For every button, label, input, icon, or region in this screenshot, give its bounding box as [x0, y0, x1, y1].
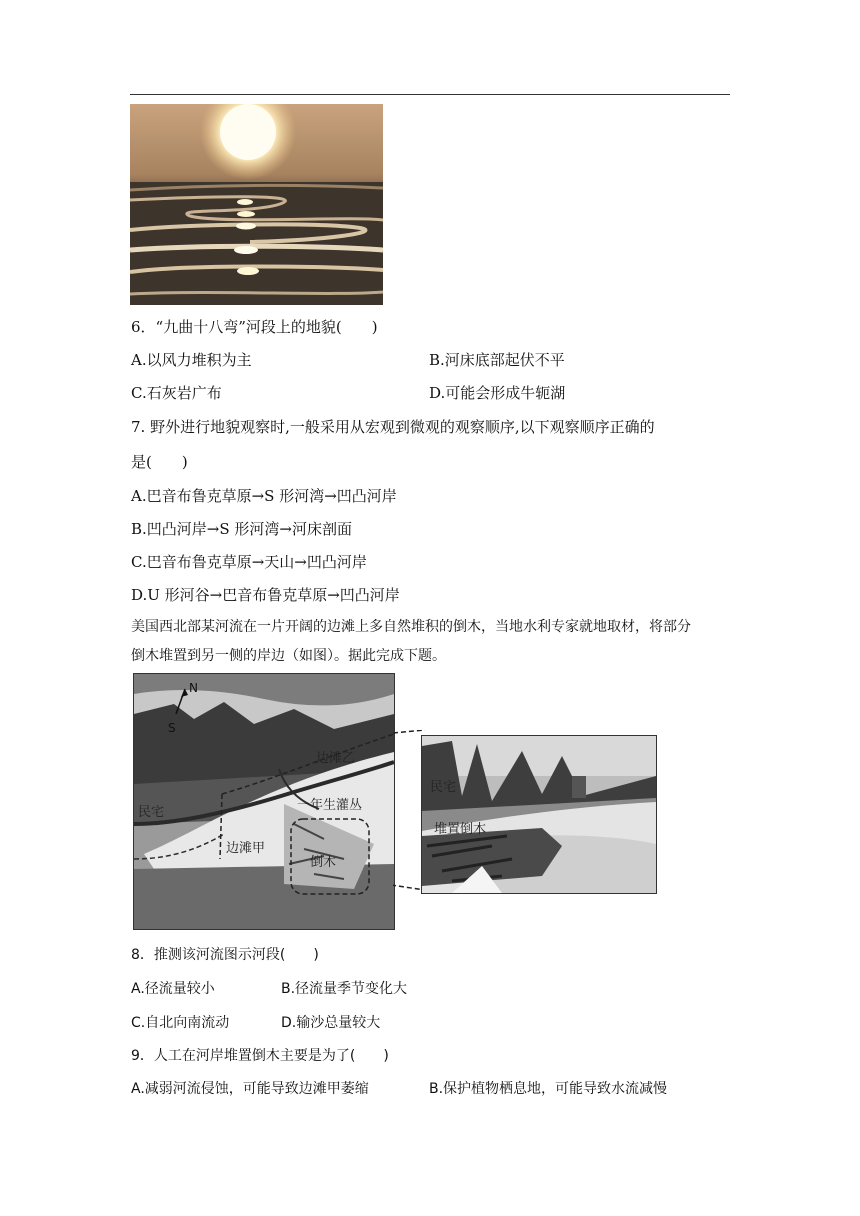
- q6-option-a: A.以风力堆积为主: [131, 351, 252, 369]
- q6-option-d: D.可能会形成牛轭湖: [429, 384, 566, 402]
- q6-option-c: C.石灰岩广布: [131, 384, 222, 402]
- passage-line2: 倒木堆置到另一侧的岸边（如图）。据此完成下题。: [131, 648, 446, 664]
- q8-option-a: A.径流量较小: [131, 981, 215, 997]
- inset-label-stacked-wood: 堆置倒木: [434, 822, 487, 837]
- figure-label-bianta-yi: 边滩乙: [316, 751, 356, 766]
- q6-option-b: B.河床底部起伏不平: [429, 351, 565, 369]
- q8-option-b: B.径流量季节变化大: [281, 981, 408, 997]
- q7-stem-line2: 是( ): [131, 453, 188, 471]
- q8-stem: 8．推测该河流图示河段( ): [131, 947, 319, 963]
- river-bank-photo: [133, 673, 395, 930]
- q6-stem: 6．“九曲十八弯”河段上的地貌( ): [131, 318, 378, 336]
- q9-stem: 9．人工在河岸堆置倒木主要是为了( ): [131, 1048, 389, 1064]
- q7-option-d: D.U 形河谷→巴音布鲁克草原→凹凸河岸: [131, 586, 400, 604]
- figure-south-label: S: [168, 721, 176, 735]
- stacked-wood-photo: [421, 735, 657, 894]
- q7-option-c: C.巴音布鲁克草原→天山→凹凸河岸: [131, 553, 367, 571]
- figure-label-house-left: 民宅: [138, 805, 165, 820]
- q8-option-d: D.输沙总量较大: [281, 1015, 381, 1031]
- figure-label-shrubs: 一年生灌丛: [297, 798, 363, 813]
- q9-option-b: B.保护植物栖息地，可能导致水流减慢: [429, 1081, 668, 1097]
- passage-line1: 美国西北部某河流在一片开阔的边滩上多自然堆积的倒木，当地水利专家就地取材，将部分: [131, 619, 691, 635]
- figure-label-fallen-wood: 倒木: [310, 855, 337, 870]
- q7-stem-line1: 7. 野外进行地貌观察时,一般采用从宏观到微观的观察顺序,以下观察顺序正确的: [131, 418, 655, 436]
- q7-option-b: B.凹凸河岸→S 形河湾→河床剖面: [131, 520, 352, 538]
- meander-sunset-photo: [130, 104, 383, 305]
- figure-north-label: N: [189, 681, 198, 695]
- q9-option-a: A.减弱河流侵蚀，可能导致边滩甲萎缩: [131, 1081, 369, 1097]
- header-rule: [130, 94, 730, 95]
- q8-option-c: C.自北向南流动: [131, 1015, 230, 1031]
- q7-option-a: A.巴音布鲁克草原→S 形河湾→凹凸河岸: [131, 487, 397, 505]
- figure-label-bianta-jia: 边滩甲: [226, 841, 266, 856]
- inset-label-house: 民宅: [430, 780, 457, 795]
